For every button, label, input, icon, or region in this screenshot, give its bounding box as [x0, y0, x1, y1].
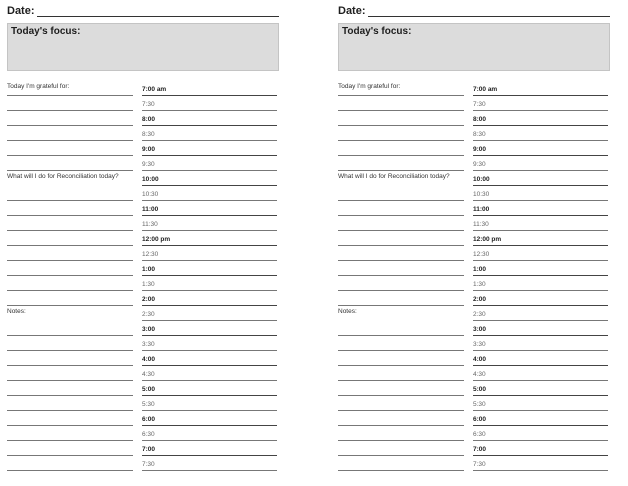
- writing-line[interactable]: [7, 155, 133, 156]
- writing-line[interactable]: [338, 425, 464, 426]
- time-slot-label: 8:00: [473, 116, 487, 123]
- time-slot-label: 11:30: [473, 221, 489, 228]
- time-slot-label: 11:00: [142, 206, 159, 213]
- time-slot[interactable]: [473, 170, 608, 186]
- time-slot-label: 7:00: [473, 446, 487, 453]
- writing-line[interactable]: [338, 380, 464, 381]
- time-slot-label: 7:30: [473, 101, 486, 108]
- reconciliation-label: What will I do for Reconciliation today?: [338, 173, 450, 180]
- time-slot[interactable]: [142, 455, 277, 471]
- writing-line[interactable]: [338, 230, 464, 231]
- time-slot-label: 5:30: [142, 401, 155, 408]
- time-slot[interactable]: [473, 425, 608, 441]
- time-slot-label: 10:00: [142, 176, 159, 183]
- time-slot[interactable]: [473, 200, 608, 216]
- writing-line[interactable]: [7, 395, 133, 396]
- time-slot-label: 8:30: [473, 131, 486, 138]
- time-slot[interactable]: [473, 80, 608, 96]
- writing-line[interactable]: [7, 275, 133, 276]
- writing-line[interactable]: [338, 215, 464, 216]
- notes-label: Notes:: [7, 308, 26, 315]
- time-slot[interactable]: [142, 305, 277, 321]
- time-slot[interactable]: [473, 290, 608, 306]
- time-slot[interactable]: [473, 95, 608, 111]
- writing-line[interactable]: [7, 425, 133, 426]
- grateful-label: Today I'm grateful for:: [338, 83, 401, 90]
- writing-line[interactable]: [7, 125, 133, 126]
- time-slot-label: 5:00: [473, 386, 487, 393]
- time-slot-label: 7:30: [142, 101, 155, 108]
- time-slot-label: 4:30: [142, 371, 155, 378]
- time-slot[interactable]: [142, 290, 277, 306]
- time-slot-label: 10:00: [473, 176, 490, 183]
- time-slot[interactable]: [473, 230, 608, 246]
- time-slot-label: 4:30: [473, 371, 486, 378]
- grateful-label: Today I'm grateful for:: [7, 83, 70, 90]
- writing-line[interactable]: [338, 455, 464, 456]
- time-slot[interactable]: [142, 185, 277, 201]
- time-slot-label: 8:00: [142, 116, 156, 123]
- time-slot-label: 6:00: [142, 416, 156, 423]
- time-slot[interactable]: [473, 320, 608, 336]
- time-slot-label: 6:30: [473, 431, 486, 438]
- writing-line[interactable]: [7, 230, 133, 231]
- writing-line[interactable]: [338, 305, 464, 306]
- time-slot-label: 11:00: [473, 206, 490, 213]
- time-slot[interactable]: [473, 335, 608, 351]
- time-slot-label: 11:30: [142, 221, 158, 228]
- time-slot[interactable]: [142, 395, 277, 411]
- time-slot-label: 12:30: [473, 251, 490, 258]
- time-slot[interactable]: [142, 380, 277, 396]
- writing-line[interactable]: [338, 95, 464, 96]
- time-slot[interactable]: [473, 365, 608, 381]
- time-slot-label: 1:30: [473, 281, 486, 288]
- date-label: Date:: [7, 5, 35, 17]
- time-slot-label: 9:00: [142, 146, 156, 153]
- time-slot-label: 7:30: [473, 461, 486, 468]
- writing-line[interactable]: [338, 275, 464, 276]
- time-slot-label: 4:00: [473, 356, 487, 363]
- writing-line[interactable]: [7, 290, 133, 291]
- time-slot-label: 2:30: [473, 311, 486, 318]
- time-slot[interactable]: [142, 320, 277, 336]
- time-slot-label: 5:30: [473, 401, 486, 408]
- time-slot-label: 9:00: [473, 146, 487, 153]
- time-slot[interactable]: [142, 245, 277, 261]
- time-slot-label: 3:00: [473, 326, 487, 333]
- writing-line[interactable]: [338, 140, 464, 141]
- time-slot[interactable]: [473, 305, 608, 321]
- time-slot[interactable]: [473, 440, 608, 456]
- writing-line[interactable]: [338, 470, 464, 471]
- writing-line[interactable]: [7, 200, 133, 201]
- writing-line[interactable]: [338, 410, 464, 411]
- time-slot[interactable]: [473, 110, 608, 126]
- writing-line[interactable]: [7, 350, 133, 351]
- writing-line[interactable]: [338, 335, 464, 336]
- time-slot[interactable]: [142, 335, 277, 351]
- time-slot[interactable]: [142, 275, 277, 291]
- time-slot[interactable]: [142, 230, 277, 246]
- time-slot[interactable]: [142, 410, 277, 426]
- time-slot[interactable]: [142, 140, 277, 156]
- planner-page-right: [338, 0, 610, 486]
- writing-line[interactable]: [7, 95, 133, 96]
- time-slot-label: 12:30: [142, 251, 159, 258]
- time-slot[interactable]: [142, 110, 277, 126]
- writing-line[interactable]: [7, 380, 133, 381]
- time-slot-label: 1:00: [473, 266, 487, 273]
- writing-line[interactable]: [7, 455, 133, 456]
- todays-focus-label: Today's focus:: [342, 26, 412, 37]
- time-slot-label: 9:30: [473, 161, 486, 168]
- time-slot[interactable]: [142, 125, 277, 141]
- time-slot-label: 5:00: [142, 386, 156, 393]
- time-slot-label: 9:30: [142, 161, 155, 168]
- writing-line[interactable]: [7, 365, 133, 366]
- planner-page-left: [7, 0, 279, 486]
- time-slot-label: 10:30: [473, 191, 490, 198]
- time-slot[interactable]: [473, 140, 608, 156]
- writing-line[interactable]: [338, 440, 464, 441]
- writing-line[interactable]: [338, 290, 464, 291]
- time-slot-label: 6:30: [142, 431, 155, 438]
- writing-line[interactable]: [338, 170, 464, 171]
- time-slot-label: 1:00: [142, 266, 156, 273]
- writing-line[interactable]: [7, 215, 133, 216]
- time-slot-label: 6:00: [473, 416, 487, 423]
- time-slot[interactable]: [142, 365, 277, 381]
- time-slot-label: 7:00: [142, 446, 156, 453]
- time-slot[interactable]: [142, 200, 277, 216]
- writing-line[interactable]: [7, 170, 133, 171]
- writing-line[interactable]: [7, 335, 133, 336]
- writing-line[interactable]: [338, 260, 464, 261]
- writing-line[interactable]: [338, 395, 464, 396]
- time-slot[interactable]: [142, 350, 277, 366]
- date-label: Date:: [338, 5, 366, 17]
- date-row: [338, 4, 610, 20]
- writing-line[interactable]: [338, 365, 464, 366]
- writing-line[interactable]: [338, 350, 464, 351]
- time-slot[interactable]: [142, 440, 277, 456]
- time-slot-label: 3:30: [142, 341, 155, 348]
- writing-line[interactable]: [7, 410, 133, 411]
- writing-line[interactable]: [7, 110, 133, 111]
- time-slot[interactable]: [473, 350, 608, 366]
- writing-line[interactable]: [338, 245, 464, 246]
- writing-line[interactable]: [338, 125, 464, 126]
- writing-line[interactable]: [7, 470, 133, 471]
- time-slot-label: 7:30: [142, 461, 155, 468]
- time-slot[interactable]: [142, 215, 277, 231]
- time-slot-label: 2:00: [473, 296, 487, 303]
- time-slot-label: 3:00: [142, 326, 156, 333]
- time-slot[interactable]: [473, 185, 608, 201]
- time-slot-label: 2:30: [142, 311, 155, 318]
- date-input-line[interactable]: [368, 16, 610, 17]
- time-slot[interactable]: [473, 380, 608, 396]
- time-slot[interactable]: [473, 410, 608, 426]
- time-slot[interactable]: [473, 155, 608, 171]
- writing-line[interactable]: [7, 305, 133, 306]
- date-row: [7, 4, 279, 20]
- writing-line[interactable]: [7, 260, 133, 261]
- time-slot[interactable]: [473, 245, 608, 261]
- writing-line[interactable]: [338, 155, 464, 156]
- writing-line[interactable]: [7, 140, 133, 141]
- time-slot-label: 8:30: [142, 131, 155, 138]
- time-slot[interactable]: [473, 455, 608, 471]
- todays-focus-label: Today's focus:: [11, 26, 81, 37]
- time-slot[interactable]: [142, 260, 277, 276]
- time-slot-label: 7:00 am: [473, 86, 498, 93]
- time-slot[interactable]: [142, 155, 277, 171]
- time-slot[interactable]: [142, 80, 277, 96]
- time-slot[interactable]: [142, 95, 277, 111]
- todays-focus-box[interactable]: [7, 23, 279, 71]
- writing-line[interactable]: [338, 200, 464, 201]
- writing-line[interactable]: [7, 440, 133, 441]
- time-slot[interactable]: [473, 125, 608, 141]
- reconciliation-label: What will I do for Reconciliation today?: [7, 173, 119, 180]
- time-slot[interactable]: [473, 215, 608, 231]
- time-slot-label: 1:30: [142, 281, 155, 288]
- time-slot[interactable]: [473, 260, 608, 276]
- time-slot[interactable]: [473, 395, 608, 411]
- time-slot[interactable]: [142, 170, 277, 186]
- time-slot-label: 12:00 pm: [473, 236, 502, 243]
- writing-line[interactable]: [7, 245, 133, 246]
- time-slot-label: 4:00: [142, 356, 156, 363]
- time-slot[interactable]: [142, 425, 277, 441]
- time-slot[interactable]: [473, 275, 608, 291]
- time-slot-label: 10:30: [142, 191, 159, 198]
- date-input-line[interactable]: [37, 16, 279, 17]
- notes-label: Notes:: [338, 308, 357, 315]
- time-slot-label: 7:00 am: [142, 86, 167, 93]
- time-slot-label: 2:00: [142, 296, 156, 303]
- todays-focus-box[interactable]: [338, 23, 610, 71]
- writing-line[interactable]: [338, 110, 464, 111]
- time-slot-label: 12:00 pm: [142, 236, 171, 243]
- time-slot-label: 3:30: [473, 341, 486, 348]
